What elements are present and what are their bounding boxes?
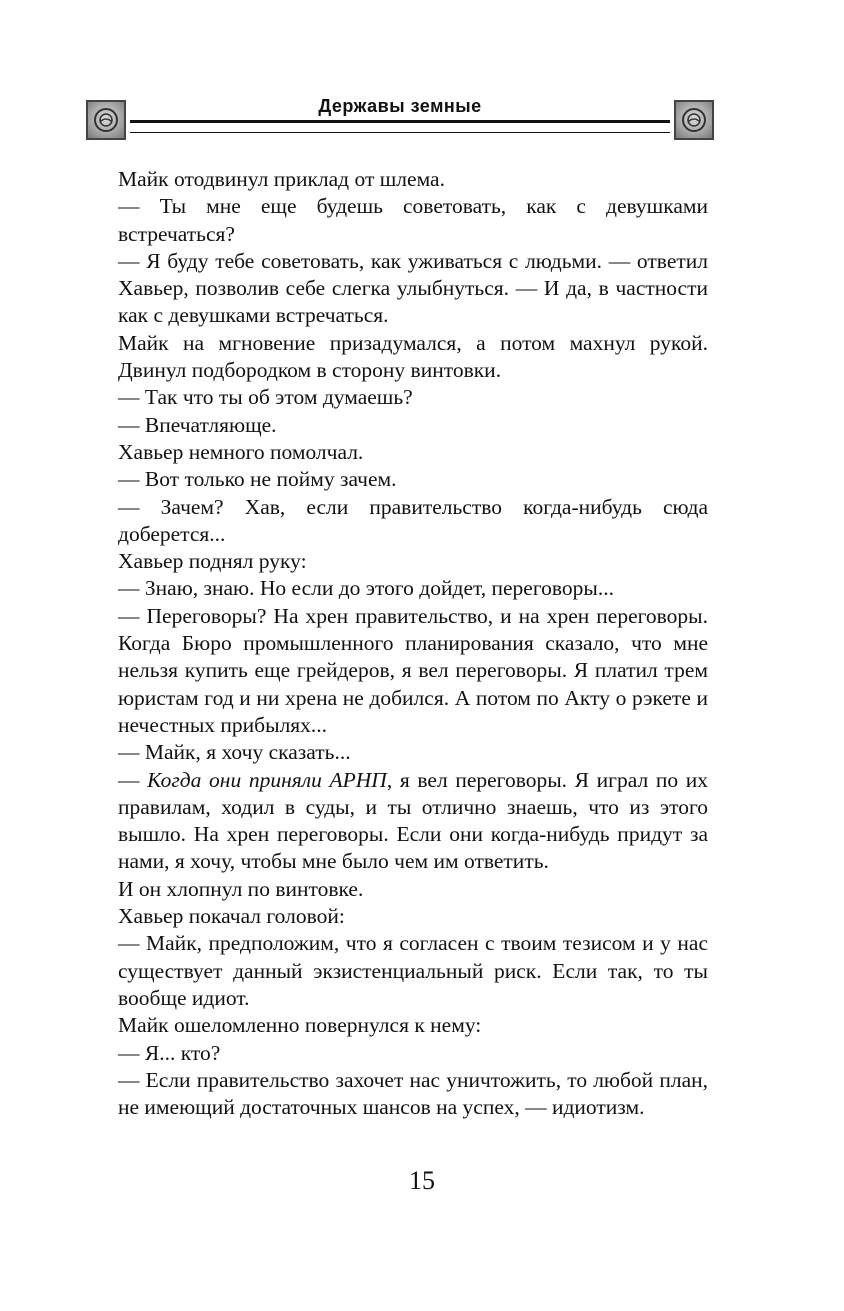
paragraph: — Знаю, знаю. Но если до этого дойдет, переговоры... [118,576,614,601]
paragraph: — Майк, я хочу сказать... [118,740,351,765]
paragraph: — Когда они приняли АРНП, я вел переговоры. Я играл по их правилам, ходил в суды, и ты отлично знаешь, что из этого вышло. На хрен переговоры. Если они когда-нибудь придут за нами, я хочу, чтобы мне было чем им ответить. [118,767,709,874]
paragraph: — Ты мне еще будешь советовать, как с девушками встречаться? [118,194,708,246]
paragraph: — Я буду тебе советовать, как уживаться с людьми. — ответил Хавьер, позволив себе слегка улыбнуться. — И да, в частности как с девушками встречаться. [118,248,708,328]
body-text [118,166,708,1121]
page-number: 15 [409,1166,435,1195]
emblem-icon [674,100,714,140]
paragraph: — Зачем? Хав, если правительство когда-нибудь сюда доберется... [118,494,708,546]
paragraph: Майк отодвинул приклад от шлема. [118,167,445,191]
paragraph: — Так что ты об этом думаешь? [118,385,413,410]
paragraph: Хавьер поднял руку: [118,549,307,574]
paragraph: — Вот только не пойму зачем. [118,467,397,492]
paragraph: — Впечатляюще. [118,412,277,437]
paragraph: И он хлопнул по винтовке. [118,876,364,901]
header-rule [130,120,670,133]
paragraph: — Переговоры? На хрен правительство, и на хрен переговоры. Когда Бюро промышленного планирования сказало, что мне нельзя купить еще грейдеров, я вел переговоры. Я платил трем юристам год и ни хрена не добился. А потом по Акту о рэкете и нечестных прибылях... [118,603,708,737]
paragraph: Майк на мгновение призадумался, а потом махнул рукой. Двинул подбородком в сторону винтовки. [118,330,708,383]
paragraph: — Если правительство захочет нас уничтожить, то любой план, не имеющий достаточных шансов на успех, — идиотизм. [118,1067,708,1120]
italic-phrase: Когда они приняли АРНП [147,767,387,792]
paragraph: — Майк, предположим, что я согласен с твоим тезисом и у нас существует данный экзистенциальный риск. Если так, то ты вообще идиот. [118,931,708,1010]
running-title: Державы земные [318,96,482,116]
paragraph: Хавьер покачал головой: [118,904,345,929]
running-header [86,94,714,144]
paragraph: — Я... кто? [118,1040,221,1065]
paragraph: Майк ошеломленно повернулся к нему: [118,1013,482,1038]
paragraph: Хавьер немного помолчал. [118,439,364,464]
